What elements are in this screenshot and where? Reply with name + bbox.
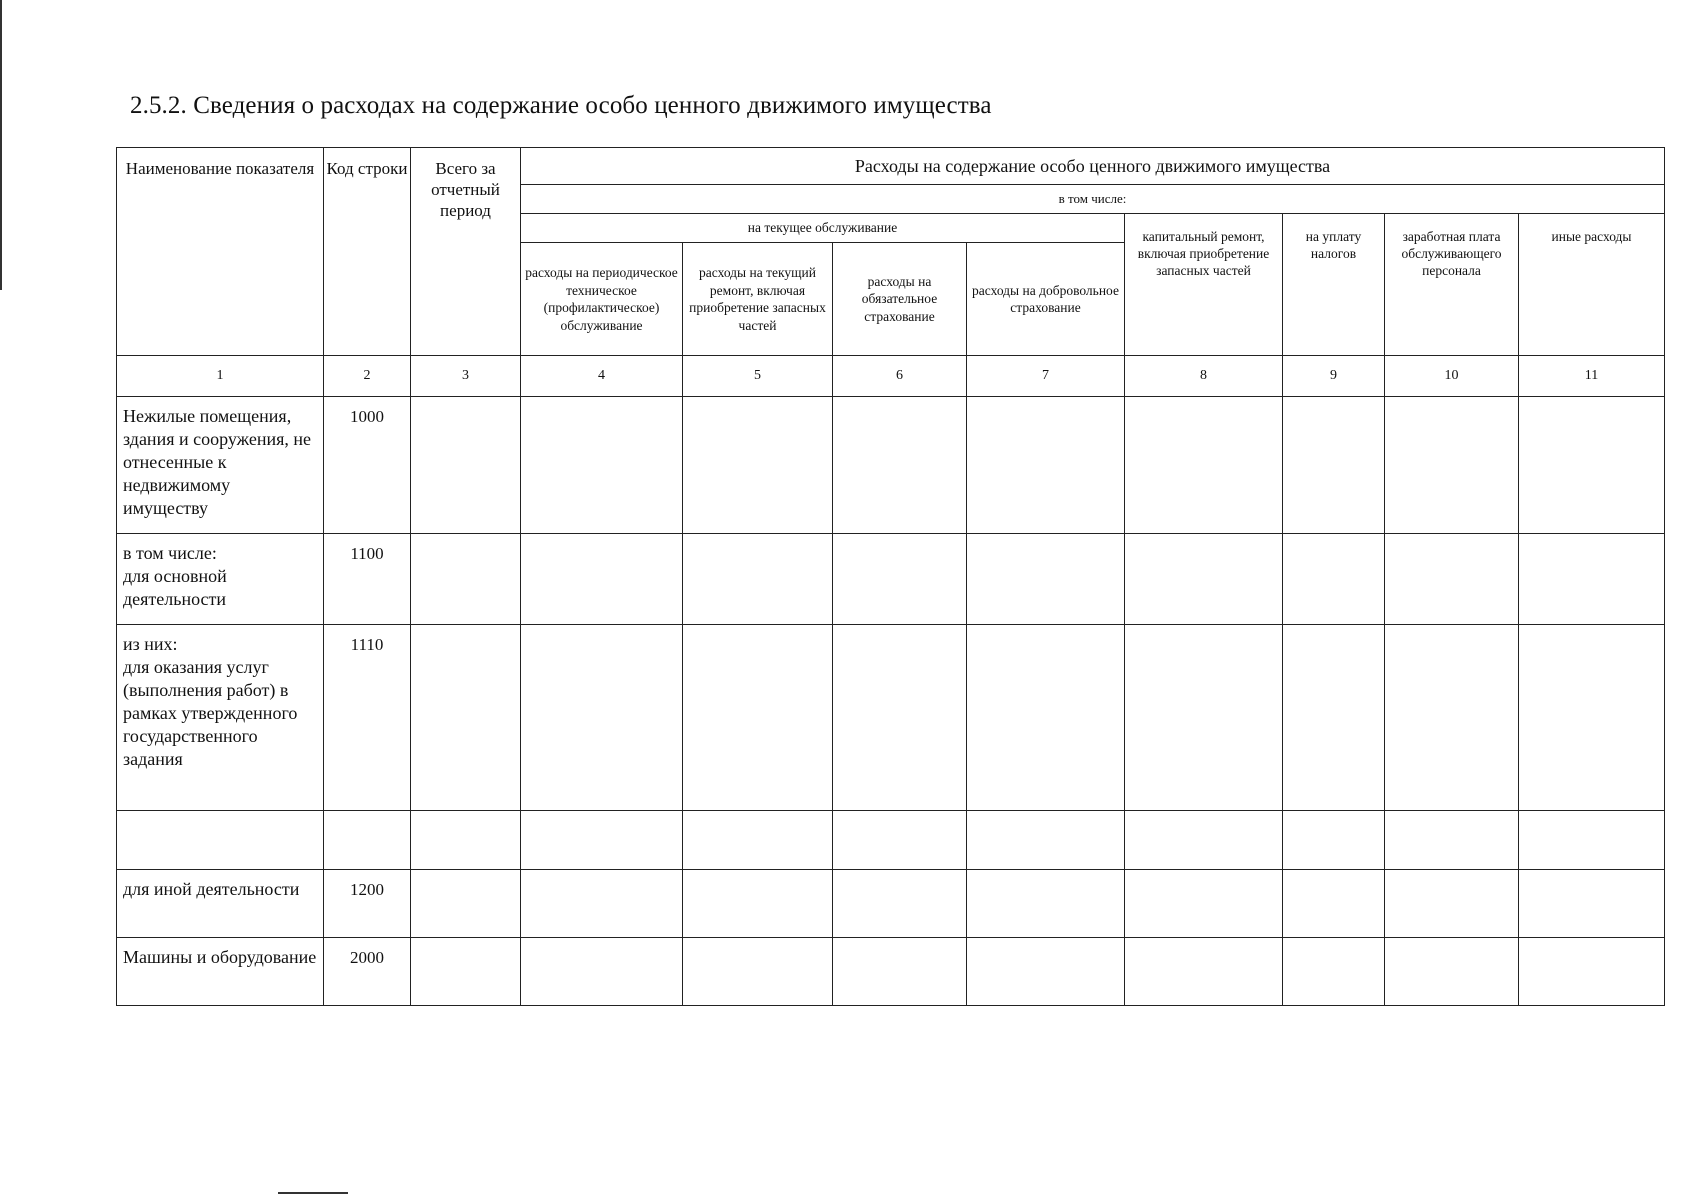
scan-mark-line: [278, 1192, 348, 1194]
column-number: 7: [967, 356, 1125, 397]
value-cell: [967, 811, 1125, 870]
value-cell: [1125, 938, 1283, 1006]
header-row-1: [117, 148, 1665, 185]
header-salary: заработная плата обслуживающего персонала: [1385, 214, 1519, 356]
value-cell: [411, 938, 521, 1006]
column-number: 9: [1283, 356, 1385, 397]
value-cell: [1519, 938, 1665, 1006]
value-cell: [411, 870, 521, 938]
value-cell: [1283, 870, 1385, 938]
value-cell: [521, 938, 683, 1006]
value-cell: [967, 870, 1125, 938]
value-cell: [967, 625, 1125, 811]
row-label: в том числе: для основной деятельности: [117, 534, 324, 625]
value-cell: [833, 534, 967, 625]
value-cell: [411, 534, 521, 625]
column-number: 6: [833, 356, 967, 397]
header-code: Код строки: [324, 148, 411, 356]
value-cell: [1125, 534, 1283, 625]
header-taxes: на уплату налогов: [1283, 214, 1385, 356]
value-cell: [683, 534, 833, 625]
column-number: 4: [521, 356, 683, 397]
row-code: 2000: [324, 938, 411, 1006]
value-cell: [1385, 811, 1519, 870]
header-voluntary-insurance: расходы на добровольное страхование: [967, 243, 1125, 356]
row-code: 1100: [324, 534, 411, 625]
value-cell: [683, 625, 833, 811]
table-row: [117, 938, 1665, 1006]
value-cell: [521, 811, 683, 870]
value-cell: [1125, 397, 1283, 534]
row-label: из них: для оказания услуг (выполнения работ) в рамках утвержденного государственного задания: [117, 625, 324, 811]
value-cell: [1519, 625, 1665, 811]
header-other: иные расходы: [1519, 214, 1665, 356]
value-cell: [1283, 625, 1385, 811]
header-current-service: на текущее обслуживание: [521, 214, 1125, 243]
table-row: [117, 625, 1665, 811]
header-mandatory-insurance: расходы на обязательное страхование: [833, 243, 967, 356]
expenses-table: [116, 147, 1665, 1006]
value-cell: [967, 534, 1125, 625]
value-cell: [683, 870, 833, 938]
row-label: для иной деятельности: [117, 870, 324, 938]
row-code: [324, 811, 411, 870]
value-cell: [411, 811, 521, 870]
section-title: 2.5.2. Сведения о расходах на содержание особо ценного движимого имущества: [130, 92, 992, 119]
value-cell: [683, 811, 833, 870]
column-number: 3: [411, 356, 521, 397]
header-name: Наименование показателя: [117, 148, 324, 356]
value-cell: [833, 870, 967, 938]
header-capital-repair: капитальный ремонт, включая приобретение запасных частей: [1125, 214, 1283, 356]
value-cell: [521, 397, 683, 534]
value-cell: [1283, 811, 1385, 870]
table-row: [117, 534, 1665, 625]
value-cell: [1125, 625, 1283, 811]
value-cell: [1283, 534, 1385, 625]
value-cell: [967, 938, 1125, 1006]
value-cell: [1283, 397, 1385, 534]
column-number: 1: [117, 356, 324, 397]
row-label: Нежилые помещения, здания и сооружения, не отнесенные к недвижимому имуществу: [117, 397, 324, 534]
value-cell: [1385, 870, 1519, 938]
column-number: 8: [1125, 356, 1283, 397]
value-cell: [521, 870, 683, 938]
value-cell: [833, 397, 967, 534]
value-cell: [1385, 938, 1519, 1006]
value-cell: [1519, 811, 1665, 870]
column-number: 11: [1519, 356, 1665, 397]
value-cell: [1125, 811, 1283, 870]
row-label: [117, 811, 324, 870]
value-cell: [1385, 397, 1519, 534]
header-total: Всего за отчетный период: [411, 148, 521, 356]
column-number: 5: [683, 356, 833, 397]
value-cell: [521, 534, 683, 625]
column-number: 10: [1385, 356, 1519, 397]
header-periodic: расходы на периодическое техническое (профилактическое) обслуживание: [521, 243, 683, 356]
value-cell: [411, 625, 521, 811]
scan-edge-line: [0, 0, 2, 290]
value-cell: [833, 938, 967, 1006]
row-label: Машины и оборудование: [117, 938, 324, 1006]
row-code: 1200: [324, 870, 411, 938]
column-number: 2: [324, 356, 411, 397]
value-cell: [1519, 534, 1665, 625]
value-cell: [1519, 870, 1665, 938]
value-cell: [1385, 625, 1519, 811]
header-including: в том числе:: [521, 185, 1665, 214]
value-cell: [1283, 938, 1385, 1006]
value-cell: [1519, 397, 1665, 534]
table-row: [117, 870, 1665, 938]
header-expenses: Расходы на содержание особо ценного движимого имущества: [521, 148, 1665, 185]
value-cell: [411, 397, 521, 534]
value-cell: [1125, 870, 1283, 938]
table-row: [117, 811, 1665, 870]
value-cell: [1385, 534, 1519, 625]
row-code: 1110: [324, 625, 411, 811]
value-cell: [521, 625, 683, 811]
table-row: [117, 397, 1665, 534]
value-cell: [833, 625, 967, 811]
value-cell: [967, 397, 1125, 534]
value-cell: [683, 938, 833, 1006]
row-code: 1000: [324, 397, 411, 534]
column-numbers-row: [117, 356, 1665, 397]
value-cell: [683, 397, 833, 534]
value-cell: [833, 811, 967, 870]
header-current-repair: расходы на текущий ремонт, включая приобретение запасных частей: [683, 243, 833, 356]
